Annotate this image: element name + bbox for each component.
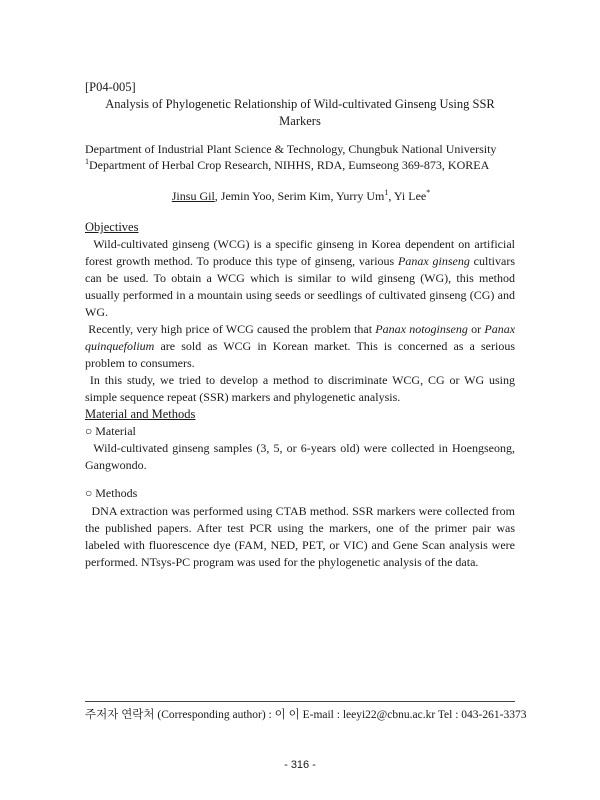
authors-last: , Yi Lee [388, 189, 427, 203]
objectives-paragraph-2 [85, 321, 515, 372]
affiliation-1: Department of Industrial Plant Science & Technology, Chungbuk National University [85, 142, 497, 156]
affiliation-2-sup: 1 [85, 157, 89, 166]
methods-text [85, 503, 515, 571]
affiliation-2 [85, 157, 517, 174]
title-line-1: Analysis of Phylogenetic Relationship of Wild-cultivated Ginseng Using SSR [105, 97, 495, 111]
page-number: - 316 - [284, 759, 316, 771]
obj-p1-italic-species: Panax ginseng [398, 254, 470, 268]
obj-p1-text-b: cultivars can be used. To obtain a WCG which is similar to wild ginseng (WG), this method usually performed in a mountain using seeds or seedlings of cultivated ginseng (CG) and WG. [85, 254, 515, 319]
material-text-content: Wild-cultivated ginseng samples (3, 5, or 6-years old) were collected in Hoengseong, Gangwondo. [85, 441, 515, 472]
obj-p3-text: In this study, we tried to develop a method to discriminate WCG, CG or WG using simple sequence repeat (SSR) markers and phylogenetic analysis. [85, 373, 515, 404]
footer-divider [85, 701, 515, 702]
authors-middle: , Jemin Yoo, Serim Kim, Yurry Um [214, 189, 385, 203]
abstract-code: [P04-005] [85, 80, 136, 94]
author-sup-corresponding: * [426, 188, 431, 197]
material-text [85, 440, 515, 474]
objectives-paragraph-1 [85, 236, 515, 321]
methods-heading: Material and Methods [85, 407, 196, 421]
paper-title [70, 96, 530, 130]
material-label: ○ Material [85, 424, 136, 438]
obj-p1-text-a: Wild-cultivated ginseng (WCG) is a specific ginseng in Korea dependent on artificial forest growth method. To produce this type of ginseng, various [85, 237, 516, 268]
author-list [85, 189, 517, 204]
author-sup-1: 1 [384, 188, 389, 197]
obj-p2-text-c: are sold as WCG in Korean market. This is concerned as a serious problem to consumers. [85, 339, 515, 370]
methods-label: ○ Methods [85, 486, 138, 500]
obj-p2-text-b: or [467, 322, 485, 336]
objectives-heading: Objectives [85, 220, 139, 234]
title-line-2: Markers [279, 114, 321, 128]
presenting-author: Jinsu Gil [171, 189, 215, 203]
obj-p2-italic-species-1: Panax notoginseng [375, 322, 468, 336]
methods-text-content: DNA extraction was performed using CTAB method. SSR markers were collected from the published papers. After test PCR using the markers, one of the primer pair was labeled with fluorescence dye (FAM, NED, PET, or VIC) and Gene Scan analysis were performed. NTsys-PC program was used for the phylogenetic analysis of the data. [85, 504, 516, 569]
affiliation-2-text: Department of Herbal Crop Research, NIHHS, RDA, Eumseong 369-873, KOREA [89, 158, 490, 172]
obj-p2-text-a: Recently, very high price of WCG caused the problem that [88, 322, 376, 336]
objectives-paragraph-3 [85, 372, 515, 406]
obj-p2-italic-species-2: Panax quinquefolium [85, 322, 516, 353]
objectives-body [85, 236, 515, 406]
corresponding-author-footer: 주저자 연락처 (Corresponding author) : 이 이 E-mail : leeyi22@cbnu.ac.kr Tel : 043-261-3373 [85, 709, 527, 721]
